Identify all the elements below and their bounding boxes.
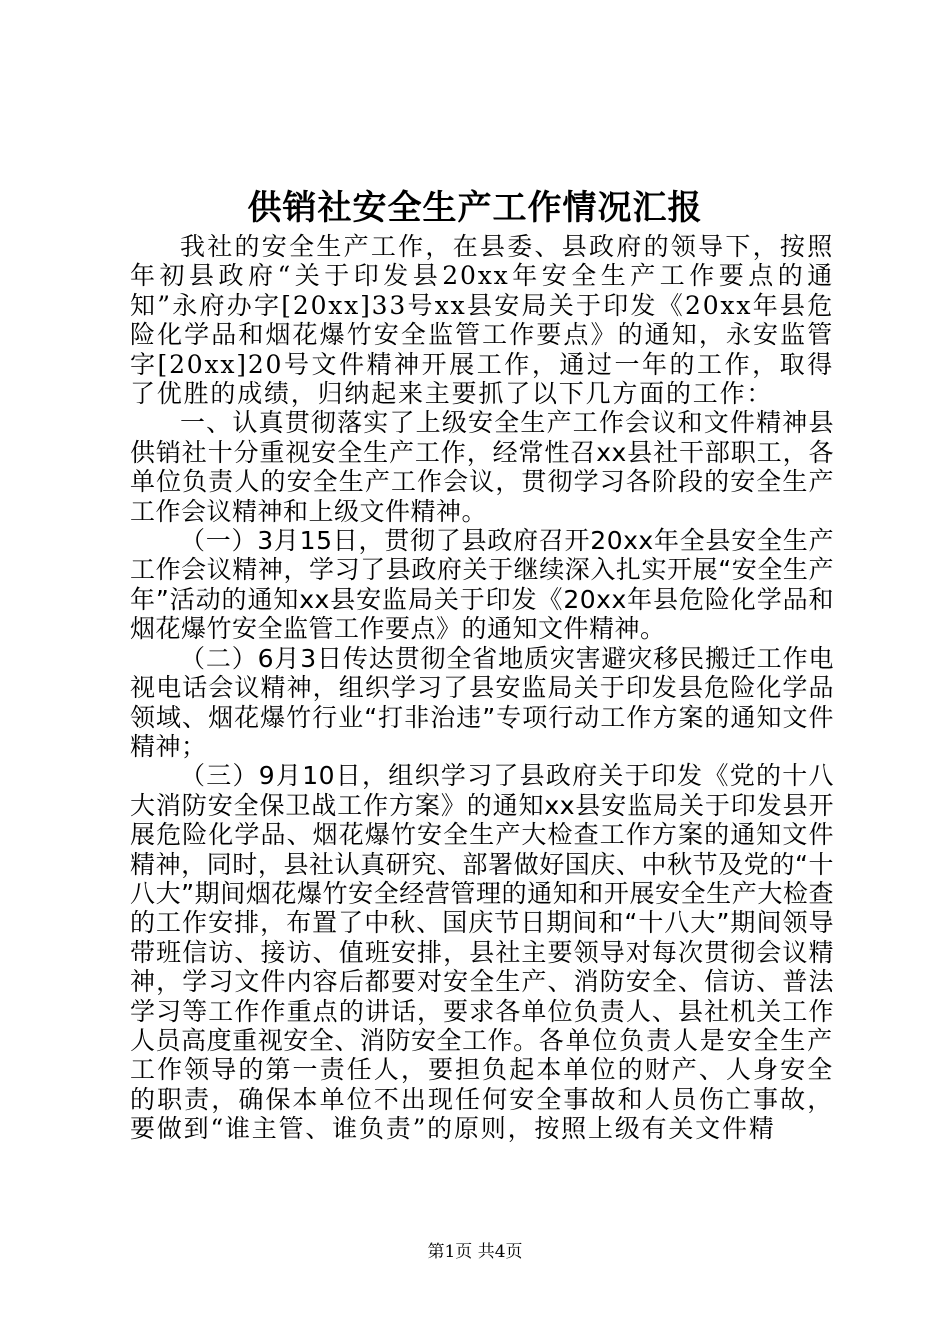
item-three-paragraph: （三）9月10日，组织学习了县政府关于印发《党的十八大消防安全保卫战工作方案》的通知xx县安监局关于印发县开展危险化学品、烟花爆竹安全生产大检查工作方案的通知文件精神，同时，县社认真研究、部署做好国庆、中秋节及党的“十八大”期间烟花爆竹安全经营管理的通知和开展安全生产大检查的工作安排，布置了中秋、国庆节日期间和“十八大”期间领导带班信访、接访、值班安排，县社主要领导对每次贯彻会议精神，学习文件内容后都要对安全生产、消防安全、信访、普法学习等工作作重点的讲话，要求各单位负责人、县社机关工作人员高度重视安全、消防安全工作。各单位负责人是安全生产工作领导的第一责任人，要担负起本单位的财产、人身安全的职责，确保本单位不出现任何安全事故和人员伤亡事故，要做到“谁主管、谁负责”的原则，按照上级有关文件精 [130, 761, 834, 1144]
page-footer: 第1页 共4页 [427, 1242, 523, 1262]
section-one-paragraph: 一、认真贯彻落实了上级安全生产工作会议和文件精神县供销社十分重视安全生产工作，经常性召xx县社干部职工，各单位负责人的安全生产工作会议，贯彻学习各阶段的安全生产工作会议精神和上级文件精神。 [130, 408, 834, 526]
intro-paragraph: 我社的安全生产工作，在县委、县政府的领导下，按照年初县政府“关于印发县20xx年安全生产工作要点的通知”永府办字[20xx]33号xx县安局关于印发《20xx年县危险化学品和烟花爆竹安全监管工作要点》的通知，永安监管字[20xx]20号文件精神开展工作，通过一年的工作，取得了优胜的成绩，归纳起来主要抓了以下几方面的工作： [130, 232, 834, 409]
document-title: 供销社安全生产工作情况汇报 [247, 188, 703, 228]
document-body [130, 232, 834, 1144]
item-one-paragraph: （一）3月15日，贯彻了县政府召开20xx年全县安全生产工作会议精神，学习了县政府关于继续深入扎实开展“安全生产年”活动的通知xx县安监局关于印发《20xx年县危险化学品和烟花爆竹安全监管工作要点》的通知文件精神。 [130, 526, 834, 644]
responsibility-text: 各单位负责人是安全生产工作领导的第一责任人，要担负起本单位的财产、人身安全的职责，确保本单位不出现任何安全事故和人员伤亡事故，要做到“谁主管、谁负责”的原则，按照上级有关文件精 [130, 1025, 834, 1144]
item-two-paragraph: （二）6月3日传达贯彻全省地质灾害避灾移民搬迁工作电视电话会议精神，组织学习了县安监局关于印发县危险化学品领域、烟花爆竹行业“打非治违”专项行动工作方案的通知文件精神； [130, 643, 834, 761]
